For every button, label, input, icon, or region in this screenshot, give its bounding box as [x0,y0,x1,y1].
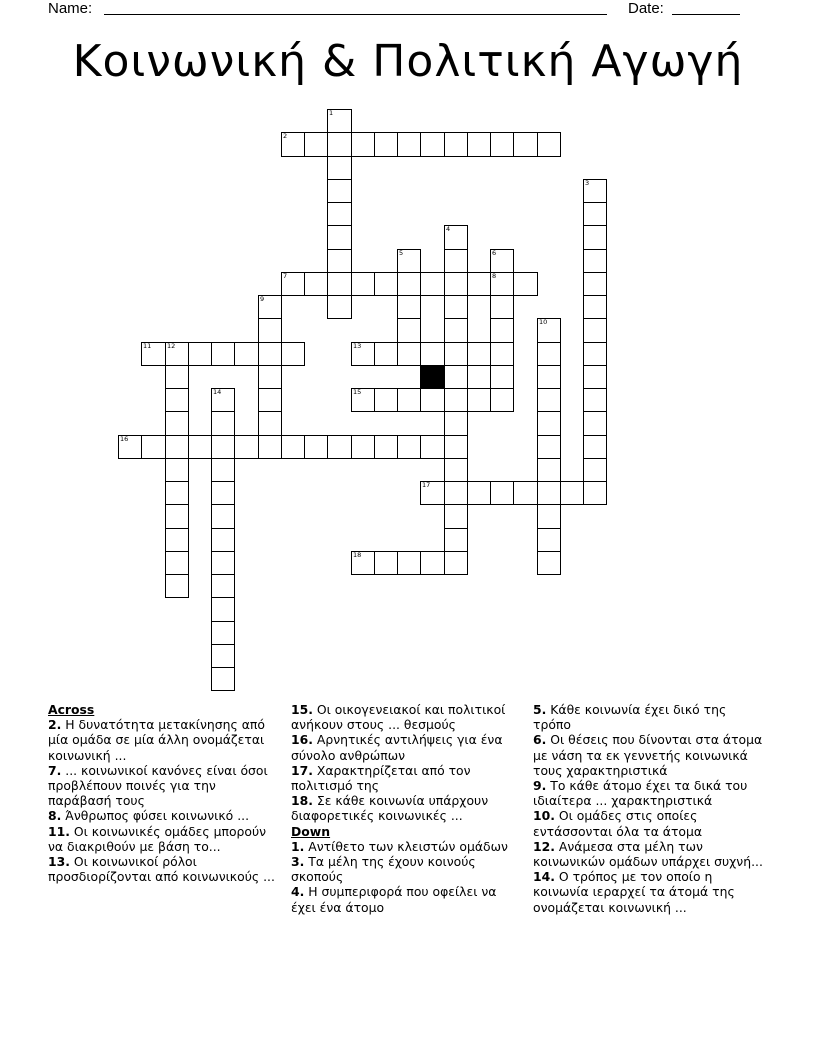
grid-cell[interactable] [211,597,235,622]
date-field[interactable] [672,0,740,15]
grid-cell[interactable] [583,458,607,482]
clue-item-text: Αντίθετο των κλειστών ομάδων [304,838,508,854]
grid-cell[interactable] [467,132,491,157]
clue-number: 11 [143,342,152,350]
clue-number: 17 [422,481,431,489]
grid-cell[interactable] [537,132,561,157]
grid-cell[interactable] [165,388,189,412]
grid-cell[interactable] [211,667,235,691]
grid-cell[interactable] [420,481,445,505]
grid-cell[interactable] [188,435,212,459]
grid-cell[interactable] [537,411,561,436]
grid-cell[interactable] [444,435,468,459]
clue-item-text: Η συμπεριφορά που οφείλει να έχει ένα άτομο [291,884,497,915]
grid-cell[interactable] [397,132,421,157]
grid-cell[interactable] [537,458,561,482]
clue-number: 9 [260,295,265,303]
clue-number: 10 [539,318,548,326]
grid-cell[interactable] [583,249,607,273]
grid-cell[interactable] [537,504,561,529]
clue-item-text: Η δυνατότητα μετακίνησης από μία ομάδα σε μία άλλη ονομάζεται κοινωνική ... [48,717,265,763]
grid-cell[interactable] [165,342,189,366]
grid-cell[interactable] [374,272,398,296]
grid-cell[interactable] [513,272,538,296]
clue-item [291,854,521,884]
grid-cell[interactable] [444,504,468,529]
clue-number: 3 [585,179,590,187]
clue-number: 5 [399,249,404,257]
grid-cell[interactable] [467,481,491,505]
grid-cell[interactable] [583,342,607,366]
grid-cell[interactable] [165,435,189,459]
grid-cell[interactable] [537,481,561,505]
clue-item [533,732,765,778]
grid-cell[interactable] [165,574,189,598]
grid-cell[interactable] [118,435,142,459]
grid-cell[interactable] [420,435,445,459]
clue-item-text: Οι κοινωνικές ομάδες μπορούν να διακριθούν με βάση το... [48,823,267,854]
grid-cell[interactable] [327,272,352,296]
grid-cell[interactable] [490,272,514,296]
grid-cell[interactable] [583,179,607,203]
grid-cell[interactable] [258,318,282,343]
grid-cell[interactable] [234,435,259,459]
grid-cell[interactable] [444,528,468,552]
clue-item-number: 18. [291,793,313,809]
clue-item [291,763,521,793]
grid-cell[interactable] [583,318,607,343]
clue-item [291,732,521,762]
clue-number: 15 [353,388,362,396]
grid-cell[interactable] [583,225,607,250]
grid-cell[interactable] [281,435,305,459]
clue-item [291,793,521,823]
grid-cell[interactable] [165,551,189,575]
clue-number: 14 [213,388,222,396]
grid-cell[interactable] [444,318,468,343]
grid-cell[interactable] [327,179,352,203]
grid-cell[interactable] [490,481,514,505]
clue-item-text: Το κάθε άτομο έχει τα δικά του ιδιαίτερα ... χαρακτηριστικά [533,778,748,809]
grid-cell[interactable] [304,132,328,157]
clue-item [533,702,765,732]
grid-cell[interactable] [537,435,561,459]
clue-item-number: 5. [533,702,547,717]
grid-cell[interactable] [397,249,421,273]
grid-cell[interactable] [211,551,235,575]
grid-cell[interactable] [327,249,352,273]
clue-item-number: 2. [48,717,62,733]
grid-cell[interactable] [304,272,328,296]
grid-cell[interactable] [211,388,235,412]
grid-cell[interactable] [258,388,282,412]
grid-cell[interactable] [420,388,445,412]
clue-item [48,854,278,884]
grid-cell[interactable] [211,528,235,552]
grid-cell[interactable] [374,132,398,157]
clue-column-3 [533,702,765,915]
grid-cell[interactable] [351,551,375,575]
grid-cell[interactable] [583,272,607,296]
grid-cell[interactable] [467,342,491,366]
clue-item-text: Αρνητικές αντιλήψεις για ένα σύνολο ανθρώπων [291,732,503,763]
clue-item-number: 15. [291,702,313,717]
date-label: Date: [628,0,664,17]
clue-item [533,808,765,838]
clue-item-text: Άνθρωπος φύσει κοινωνικό ... [61,808,250,824]
grid-cell[interactable] [583,388,607,412]
black-square [420,365,444,389]
clue-number: 18 [353,551,362,559]
clue-item [48,824,278,854]
grid-cell[interactable] [351,435,375,459]
grid-cell[interactable] [165,481,189,505]
clue-item-text: Οι θέσεις που δίνονται στα άτομα με νάση τα εκ γεννετής κοινωνικά τους χαρακτηριστικά [533,732,763,778]
grid-cell[interactable] [420,551,445,575]
grid-cell[interactable] [258,411,282,436]
clue-number: 16 [120,435,129,443]
grid-cell[interactable] [281,342,305,366]
grid-cell[interactable] [583,365,607,389]
clue-item [48,717,278,763]
grid-cell[interactable] [513,481,538,505]
grid-cell[interactable] [165,528,189,552]
name-field[interactable] [104,0,607,15]
clue-item-number: 7. [48,762,62,778]
grid-cell[interactable] [444,132,468,157]
clue-item-text: Χαρακτηρίζεται από τον πολιτισμό της [291,762,471,794]
clue-item [533,778,765,808]
grid-cell[interactable] [141,342,166,366]
grid-cell[interactable] [211,435,235,459]
clue-item-text: Τα μέλη της έχουν κοινούς σκοπούς [291,854,476,885]
clue-item-text: ... κοινωνικοί κανόνες είναι όσοι προβλέπουν ποινές για την παράβασή τους [48,762,268,809]
grid-cell[interactable] [374,435,398,459]
clue-item-text: Οι οικογενειακοί και πολιτικοί ανήκουν στους ... θεσμούς [291,702,506,733]
grid-cell[interactable] [537,342,561,366]
grid-cell[interactable] [583,435,607,459]
grid-cell[interactable] [327,109,352,133]
clue-item-number: 1. [291,838,305,854]
grid-cell[interactable] [281,272,305,296]
grid-cell[interactable] [583,481,607,505]
clue-item-text: Κάθε κοινωνία έχει δικό της τρόπο [533,702,727,733]
grid-cell[interactable] [583,295,607,319]
grid-cell[interactable] [420,132,445,157]
grid-cell[interactable] [327,156,352,180]
clue-number: 7 [283,272,288,280]
clue-item [533,869,765,915]
grid-cell[interactable] [513,132,538,157]
clue-item-number: 12. [533,838,555,854]
clue-item-number: 4. [291,884,305,900]
grid-cell[interactable] [211,621,235,645]
grid-cell[interactable] [211,481,235,505]
grid-cell[interactable] [211,504,235,529]
grid-cell[interactable] [397,435,421,459]
clue-column-1 [48,702,278,884]
grid-cell[interactable] [165,365,189,389]
clue-column-2 [291,702,521,915]
grid-cell[interactable] [537,528,561,552]
grid-cell[interactable] [211,342,235,366]
clue-number: 13 [353,342,362,350]
grid-cell[interactable] [467,272,491,296]
grid-cell[interactable] [537,318,561,343]
grid-cell[interactable] [490,342,514,366]
clue-item-number: 14. [533,869,555,885]
grid-cell[interactable] [165,411,189,436]
grid-cell[interactable] [397,318,421,343]
clue-number: 8 [492,272,497,280]
grid-cell[interactable] [281,132,305,157]
clue-number: 1 [329,109,334,117]
grid-cell[interactable] [327,202,352,226]
grid-cell[interactable] [444,342,468,366]
grid-cell[interactable] [258,295,282,319]
grid-cell[interactable] [444,551,468,575]
across-heading: Across [48,702,95,717]
clue-item [533,839,765,869]
clue-number: 6 [492,249,497,257]
grid-cell[interactable] [537,388,561,412]
clue-item-number: 17. [291,762,313,778]
grid-cell[interactable] [560,481,584,505]
clue-item-number: 13. [48,854,70,870]
grid-cell[interactable] [234,342,259,366]
grid-cell[interactable] [165,504,189,529]
grid-cell[interactable] [374,342,398,366]
grid-cell[interactable] [397,551,421,575]
clue-number: 4 [446,225,451,233]
grid-cell[interactable] [165,458,189,482]
grid-cell[interactable] [211,411,235,436]
grid-cell[interactable] [444,458,468,482]
clue-item-text: Σε κάθε κοινωνία υπάρχουν διαφορετικές κοινωνικές ... [291,793,489,824]
grid-cell[interactable] [490,388,514,412]
clue-item [291,884,521,914]
grid-cell[interactable] [490,365,514,389]
grid-cell[interactable] [490,249,514,273]
grid-cell[interactable] [258,435,282,459]
grid-cell[interactable] [444,388,468,412]
grid-cell[interactable] [537,365,561,389]
grid-cell[interactable] [211,458,235,482]
grid-cell[interactable] [327,225,352,250]
grid-cell[interactable] [211,644,235,668]
grid-cell[interactable] [327,295,352,319]
grid-cell[interactable] [141,435,166,459]
grid-cell[interactable] [537,551,561,575]
clue-item-number: 8. [48,808,62,824]
clue-item-number: 6. [533,732,547,748]
grid-cell[interactable] [258,342,282,366]
grid-cell[interactable] [374,388,398,412]
grid-cell[interactable] [397,342,421,366]
clue-item [291,839,521,854]
grid-cell[interactable] [444,411,468,436]
grid-cell[interactable] [397,295,421,319]
grid-cell[interactable] [444,365,468,389]
clue-number: 12 [167,342,176,350]
clue-item [48,763,278,809]
clue-item-text: Οι κοινωνικοί ρόλοι προσδιορίζονται από κοινωνικούς ... [48,854,275,885]
grid-cell[interactable] [420,272,445,296]
grid-cell[interactable] [444,225,468,250]
grid-cell[interactable] [327,132,352,157]
clue-item-text: Ο τρόπος με τον οποίο η κοινωνία ιεραρχεί τα άτομά της ονομάζεται κοινωνική ... [533,869,735,915]
grid-cell[interactable] [583,411,607,436]
grid-cell[interactable] [351,342,375,366]
grid-cell[interactable] [444,295,468,319]
page-title: Κοινωνική & Πολιτική Αγωγή [72,36,744,87]
clue-item-number: 3. [291,854,305,870]
grid-cell[interactable] [188,342,212,366]
grid-cell[interactable] [444,272,468,296]
grid-cell[interactable] [490,132,514,157]
grid-cell[interactable] [490,318,514,343]
grid-cell[interactable] [397,388,421,412]
clue-item-number: 9. [533,778,547,794]
grid-cell[interactable] [374,551,398,575]
clue-item-number: 10. [533,808,555,824]
clue-item-number: 11. [48,823,70,839]
grid-cell[interactable] [351,272,375,296]
grid-cell[interactable] [327,435,352,459]
grid-cell[interactable] [467,388,491,412]
clue-item [48,808,278,823]
grid-cell[interactable] [444,249,468,273]
grid-cell[interactable] [211,574,235,598]
grid-cell[interactable] [583,202,607,226]
clue-number: 2 [283,132,288,140]
grid-cell[interactable] [490,295,514,319]
clue-item-text: Ανάμεσα στα μέλη των κοινωνικών ομάδων υπάρχει συχνή... [533,838,763,870]
grid-cell[interactable] [397,272,421,296]
grid-cell[interactable] [258,365,282,389]
clue-item-text: Οι ομάδες στις οποίες εντάσσονται όλα τα άτομα [533,808,703,839]
grid-cell[interactable] [304,435,328,459]
name-label: Name: [48,0,93,17]
clue-item-number: 16. [291,732,313,748]
clue-item [291,702,521,732]
grid-cell[interactable] [351,388,375,412]
grid-cell[interactable] [420,342,445,366]
grid-cell[interactable] [444,481,468,505]
grid-cell[interactable] [351,132,375,157]
down-heading: Down [291,823,331,839]
